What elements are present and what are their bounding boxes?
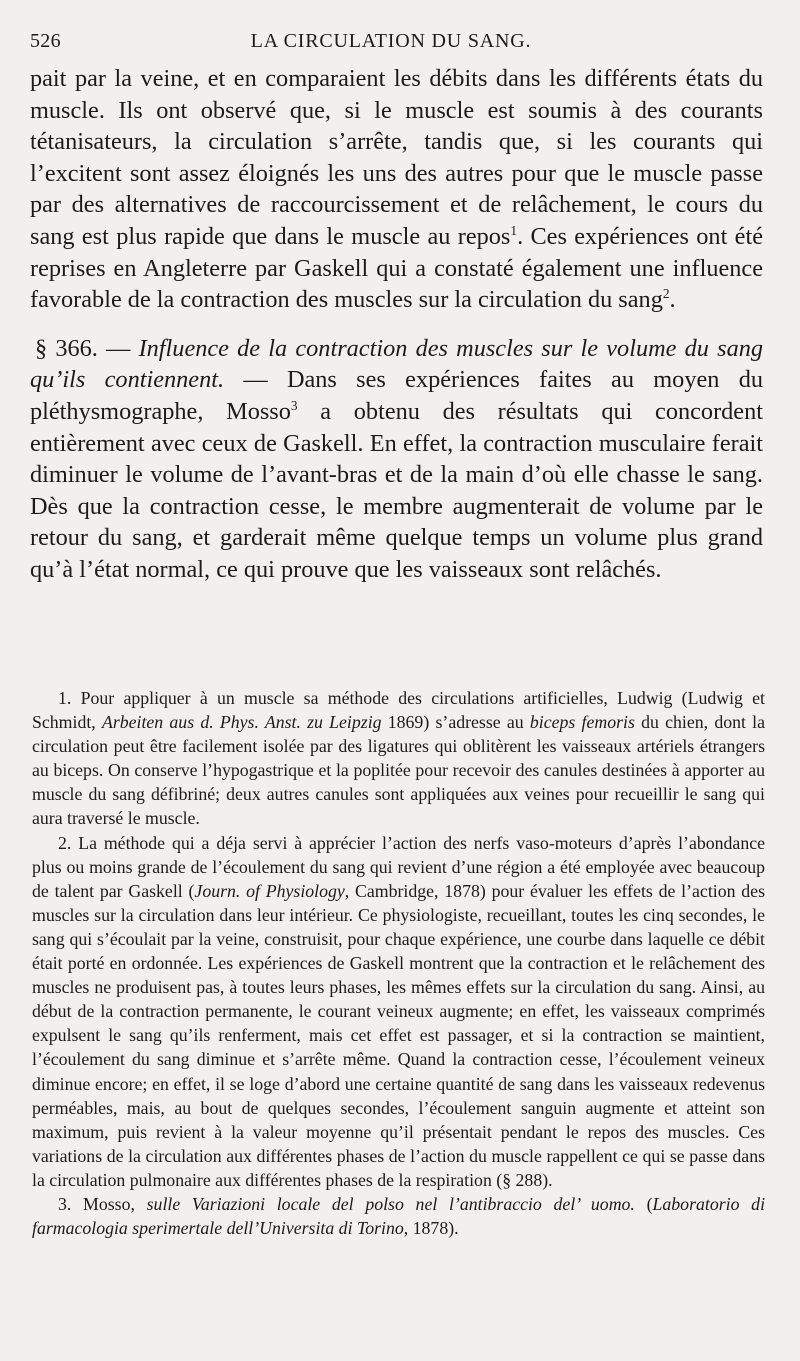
footnote-3-text-c: , 1878). xyxy=(403,1218,459,1239)
paragraph-2 xyxy=(30,333,763,586)
footnote-3-number: 3. xyxy=(58,1193,72,1214)
footnote-1-number: 1. xyxy=(58,688,72,708)
footnote-2-text-b: , Cambridge, 1878) pour évaluer les effets de l’action des muscles sur la circulation dans leur intérieur. Ce physiologiste, recueillant, toutes les cinq secondes, le sang qui s’écoulait par la veine, construisit, pour chaque expérience, une courbe dans laquelle ce débit était porté en ordonnée. Les expériences de Gaskell montrent que la contraction et le relâchement des muscles ne produisent pas, à toutes leurs phases, les mêmes effets sur la circulation du sang. Ainsi, au début de la contraction permanente, le courant veineux augmente; en effet, les vaisseaux comprimés expulsent le sang qu’ils renferment, mais cet effet est passager, et si la contraction se maintient, l’écoulement du sang diminue et s’arrête même. Quand la contraction cesse, l’écoulement veineux diminue encore; en effet, il se loge d’abord une certaine quantité de sang dans les vaisseaux redevenus perméables, mais, au bout de quelques secondes, l’écoulement sanguin augmente et atteint son maximum, puis revient à la valeur moyenne qu’il présentait pendant le repos des muscles. Ces variations de la circulation aux différentes phases de l’action du muscle rappellent ce qui se passe dans la circulation pulmonaire aux différentes phases de la respiration (§ 288). xyxy=(32,880,765,1190)
footnote-2-text-a: La méthode qui a déja servi à apprécier l’action des nerfs vaso-moteurs d’après l’abondance plus ou moins grande de l’écoulement du sang qui revient d’une région a été employée avec beaucoup de talent par Gaskell ( xyxy=(32,832,765,901)
running-title: LA CIRCULATION DU SANG. xyxy=(250,30,532,52)
footnote-1-muscle-name: biceps femoris xyxy=(529,712,635,733)
paragraph-1-end: . xyxy=(669,286,676,314)
section-title: Influence de la contraction des muscles sur le volume du sang qu’ils contiennent. xyxy=(30,334,764,394)
main-text xyxy=(30,63,763,586)
footnote-ref-3: 3 xyxy=(290,397,298,413)
footnote-1 xyxy=(32,686,765,831)
page-number: 526 xyxy=(30,30,61,52)
dash: — xyxy=(224,366,287,394)
footnote-2 xyxy=(32,831,765,1192)
footnotes xyxy=(32,686,765,1240)
footnote-3-text-b: ( xyxy=(634,1193,653,1214)
paragraph-1 xyxy=(30,63,763,316)
paragraph-2-text-a: Dans ses expériences faites au moyen du pléthysmographe, Mosso xyxy=(30,366,763,425)
footnote-ref-1: 1 xyxy=(510,222,518,238)
footnote-1-text-c: du chien, dont la circulation peut être facilement isolée par des ligatures qui oblitèrent les vaisseaux artériels étrangers au biceps. On conserve l’hypogastrique et la poplitée pour recevoir des canules destinées à apporter au muscle du sang défibriné; deux autres canules sont appliquées aux veines pour recueillir le sang qui aura traversé le muscle. xyxy=(32,712,765,829)
footnote-2-journal: Journ. of Physiology xyxy=(194,880,345,901)
footnote-1-text-b: 1869) s’adresse au xyxy=(381,712,530,733)
paragraph-1-text: pait par la veine, et en comparaient les débits dans les différents états du muscle. Ils ont observé que, si le muscle est soumis à des courants tétanisateurs, la circulation s’arrête, tandis que, si les courants qui l’excitent sont assez éloignés les uns des autres pour que le muscle passe par des alternatives de raccourcissement et de relâchement, le cours du sang est plus rapide que dans le muscle au repos xyxy=(30,65,763,250)
paragraph-gap xyxy=(30,316,763,333)
footnote-2-number: 2. xyxy=(58,832,72,853)
footnote-3-text-a: Mosso, xyxy=(71,1193,147,1214)
footnote-3-institution: Laboratorio di farmacologia sperimertale dell’Universita di Torino xyxy=(32,1193,766,1239)
footnote-1-text-a: Pour appliquer à un muscle sa méthode des circulations artificielles, Ludwig (Ludwig et Schmidt, xyxy=(32,688,765,733)
footnote-3-title: sulle Variazioni locale del polso nel l’antibraccio del’ uomo. xyxy=(146,1193,635,1214)
footnote-1-citation: Arbeiten aus d. Phys. Anst. zu Leipzig xyxy=(101,712,382,733)
paragraph-1-text-mid: . Ces expériences ont été reprises en Angleterre par Gaskell qui a constaté également une influence favorable de la contraction des muscles sur la circulation du sang xyxy=(30,222,763,314)
footnote-3 xyxy=(32,1192,765,1240)
section-mark: § 366. — xyxy=(35,334,139,362)
footnote-ref-2: 2 xyxy=(662,286,670,302)
paragraph-2-text-b: a obtenu des résultats qui concordent entièrement avec ceux de Gaskell. En effet, la contraction musculaire ferait diminuer le volume de l’avant-bras et de la main d’où elle chasse le sang. Dès que la contraction cesse, le membre augmenterait de volume par le retour du sang, et garderait même quelque temps un volume plus grand qu’à l’état normal, ce qui prouve que les vaisseaux sont relâchés. xyxy=(30,397,763,583)
